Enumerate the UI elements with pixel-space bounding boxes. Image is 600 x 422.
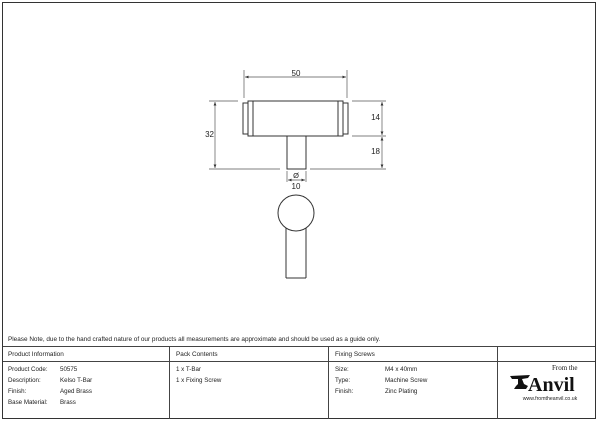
disclaimer-note: Please Note, due to the hand crafted nature of our products all measurements are approximate and should be used as a guide only. — [8, 336, 381, 343]
finish-value: Aged Brass — [60, 388, 92, 395]
left-end-cap — [243, 103, 248, 134]
column-divider — [497, 347, 498, 419]
base-material-value: Brass — [60, 399, 76, 406]
fixing-screws-values — [385, 364, 427, 397]
height-dimension-label: 32 — [205, 130, 214, 139]
stem — [287, 136, 306, 169]
height-dimension — [209, 101, 280, 169]
diameter-label: 10 — [291, 182, 301, 191]
diameter-symbol: Ø — [293, 171, 299, 180]
screw-finish-label: Finish: — [335, 388, 354, 395]
base-material-label: Base Material: — [8, 399, 48, 406]
anvil-icon — [510, 375, 530, 389]
width-dimension-label: 50 — [291, 69, 301, 78]
screw-type-value: Machine Screw — [385, 377, 428, 384]
pack-contents-list — [176, 364, 221, 386]
screw-finish-value: Zinc Plating — [385, 388, 418, 395]
bar-height-label: 14 — [371, 113, 380, 122]
product-code-value: 50575 — [60, 366, 78, 373]
fixing-screws-labels — [335, 364, 353, 397]
product-info-values — [60, 364, 92, 408]
product-code-label: Product Code: — [8, 366, 48, 373]
description-label: Description: — [8, 377, 41, 384]
column-divider — [169, 347, 170, 419]
stem-height-label: 18 — [371, 147, 380, 156]
screw-size-label: Size: — [335, 366, 349, 373]
pack-item: 1 x T-Bar — [176, 366, 201, 373]
bar-body — [248, 101, 343, 136]
right-end-cap — [343, 103, 348, 134]
table-top-border — [3, 346, 595, 347]
logo-from-the: From the — [552, 364, 578, 372]
finish-label: Finish: — [8, 388, 27, 395]
fixing-screws-heading: Fixing Screws — [335, 351, 375, 358]
t-bar-side-view — [278, 195, 314, 278]
side-view-circle — [278, 195, 314, 231]
logo-brand: Anvil — [528, 374, 575, 396]
t-bar-front-view — [243, 101, 348, 169]
screw-type-label: Type: — [335, 377, 351, 384]
product-info-heading: Product Information — [8, 351, 64, 358]
pack-contents-heading: Pack Contents — [176, 351, 218, 358]
description-value: Kelso T-Bar — [60, 377, 93, 384]
logo-url: www.fromtheanvil.co.uk — [522, 396, 578, 402]
screw-size-value: M4 x 40mm — [385, 366, 418, 373]
pack-item: 1 x Fixing Screw — [176, 377, 222, 384]
column-divider — [328, 347, 329, 419]
product-info-labels — [8, 364, 48, 408]
from-the-anvil-logo — [506, 362, 594, 414]
